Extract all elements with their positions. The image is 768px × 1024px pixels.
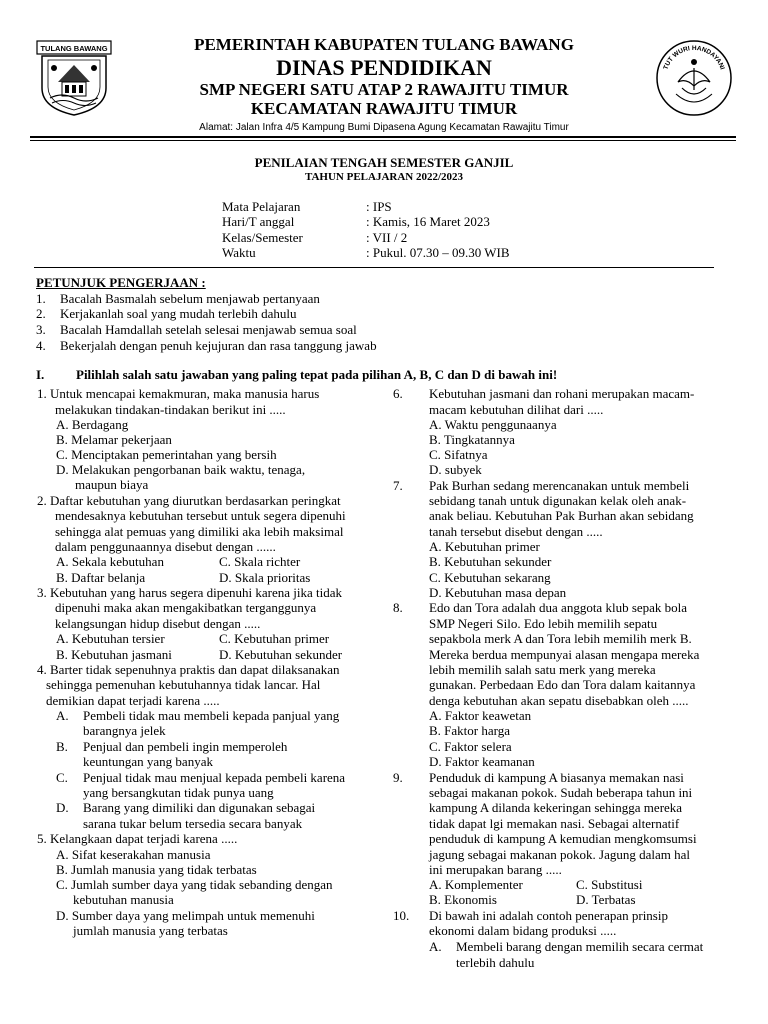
q4-option-b: Penjual dan pembeli ingin memperoleh — [83, 739, 288, 754]
q3-option-c: C. Kebutuhan primer — [219, 631, 330, 646]
q9-line4: tidak dapat lgi memakan nasi. Sebagai alternatif — [429, 816, 680, 831]
petunjuk-num-4: 4. — [36, 338, 46, 353]
q4-option-c-cont: yang bersangkutan tidak punya uang — [83, 785, 274, 800]
q5-option-d: D. Sumber daya yang melimpah untuk memenuhi — [56, 908, 315, 923]
q9-line6: jagung sebagai makanan pokok. Jagung dalam hal — [429, 847, 691, 862]
q8-option-a: A. Faktor keawetan — [429, 708, 532, 723]
q7-option-a: A. Kebutuhan primer — [429, 539, 540, 554]
section-number: I. — [36, 367, 45, 382]
info-mapel-label: Mata Pelajaran — [222, 199, 301, 214]
q4-option-a-cont: barangnya jelek — [83, 723, 166, 738]
q4-line3: demikian dapat terjadi karena ..... — [46, 693, 220, 708]
q4-line2: sehingga pemenuhan kebutuhannya tidak lancar. Hal — [46, 677, 321, 692]
q9-option-d: D. Terbatas — [576, 892, 636, 907]
q10-line1: Di bawah ini adalah contoh penerapan prinsip — [429, 908, 668, 923]
q5-option-b: B. Jumlah manusia yang tidak terbatas — [56, 862, 257, 877]
q4-option-b-cont: keuntungan yang banyak — [83, 754, 213, 769]
q5-option-a: A. Sifat keserakahan manusia — [56, 847, 211, 862]
q9-number: 9. — [393, 770, 403, 785]
q4-option-c-letter: C. — [56, 770, 68, 785]
q10-number: 10. — [393, 908, 410, 923]
q8-line6: gunakan. Perbedaan Edo dan Tora dalam kaitannya — [429, 677, 696, 692]
q1-option-c: C. Menciptakan pemerintahan yang bersih — [56, 447, 277, 462]
q8-line3: sepakbola merk A dan Tora lebih memilih merk B. — [429, 631, 692, 646]
header-school: SMP NEGERI SATU ATAP 2 RAWAJITU TIMUR — [199, 80, 569, 99]
q6-line1: Kebutuhan jasmani dan rohani merupakan macam- — [429, 386, 695, 401]
section-instruction: Pilihlah salah satu jawaban yang paling tepat pada pilihan A, B, C dan D di bawah ini! — [76, 367, 558, 382]
q8-line2: SMP Negeri Silo. Edo lebih memilih sepatu — [429, 616, 658, 631]
q9-option-a: A. Komplementer — [429, 877, 523, 892]
q4-option-a-letter: A. — [56, 708, 69, 723]
q1-option-a: A. Berdagang — [56, 417, 129, 432]
q5-option-c-cont: kebutuhan manusia — [73, 892, 174, 907]
header-government: PEMERINTAH KABUPATEN TULANG BAWANG — [194, 35, 574, 54]
petunjuk-num-2: 2. — [36, 306, 46, 321]
q8-line7: denga kebutuhan akan sepatu disebabkan oleh ..... — [429, 693, 689, 708]
svg-text:TULANG BAWANG: TULANG BAWANG — [40, 44, 108, 53]
info-waktu-value: : Pukul. 07.30 – 09.30 WIB — [366, 245, 510, 260]
header-divider-thick — [30, 136, 736, 138]
q2-option-b: B. Daftar belanja — [56, 570, 146, 585]
header-department: DINAS PENDIDIKAN — [276, 55, 492, 80]
q2-line3: sehingga alat pemuas yang dimiliki aka lebih maksimal — [55, 524, 344, 539]
q3-line3: kelangsungan hidup disebut dengan ..... — [55, 616, 261, 631]
q10-option-a-letter: A. — [429, 939, 442, 954]
info-hari-value: : Kamis, 16 Maret 2023 — [366, 214, 490, 229]
exam-title: PENILAIAN TENGAH SEMESTER GANJIL — [254, 155, 514, 170]
svg-text:TUT WURI HANDAYANI: TUT WURI HANDAYANI — [662, 44, 726, 71]
tut-wuri-handayani-logo — [654, 38, 734, 118]
q1-line1: 1. Untuk mencapai kemakmuran, maka manusia harus — [37, 386, 320, 401]
q10-option-a-cont: terlebih dahulu — [456, 955, 535, 970]
petunjuk-item-1: Bacalah Basmalah sebelum menjawab pertanyaan — [60, 291, 320, 306]
q10-line2: ekonomi dalam bidang produksi ..... — [429, 923, 617, 938]
petunjuk-item-2: Kerjakanlah soal yang mudah terlebih dahulu — [60, 306, 297, 321]
q7-line3: anak beliau. Kebutuhan Pak Burhan akan sebidang — [429, 508, 694, 523]
q5-option-c: C. Jumlah sumber daya yang tidak sebanding dengan — [56, 877, 333, 892]
q7-option-b: B. Kebutuhan sekunder — [429, 554, 552, 569]
info-kelas-label: Kelas/Semester — [222, 230, 303, 245]
info-hari-label: Hari/T anggal — [222, 214, 295, 229]
q8-number: 8. — [393, 600, 403, 615]
exam-year: TAHUN PELAJARAN 2022/2023 — [304, 171, 464, 183]
tulang-bawang-logo — [34, 38, 114, 118]
q8-line5: lebih memilih salah satu merk yang mereka — [429, 662, 656, 677]
q3-line1: 3. Kebutuhan yang harus segera dipenuhi karena jika tidak — [37, 585, 343, 600]
q9-line5: penduduk di kampung A kemudian mengkomsumsi — [429, 831, 697, 846]
q1-line2: melakukan tindakan-tindakan berikut ini ..... — [55, 402, 286, 417]
info-mapel-value: : IPS — [366, 199, 392, 214]
petunjuk-item-3: Bacalah Hamdallah setelah selesai menjawab semua soal — [60, 322, 357, 337]
q9-option-c: C. Substitusi — [576, 877, 643, 892]
q9-line2: sebagai makanan pokok. Sudah beberapa tahun ini — [429, 785, 693, 800]
q6-line2: macam kebutuhan dilihat dari ..... — [429, 402, 604, 417]
q10-option-a: Membeli barang dengan memilih secara cermat — [456, 939, 704, 954]
q2-option-d: D. Skala prioritas — [219, 570, 311, 585]
petunjuk-heading: PETUNJUK PENGERJAAN : — [36, 275, 206, 290]
q5-line1: 5. Kelangkaan dapat terjadi karena ..... — [37, 831, 238, 846]
q6-option-b: B. Tingkatannya — [429, 432, 515, 447]
petunjuk-num-3: 3. — [36, 322, 46, 337]
q4-option-d-cont: sarana tukar belum tersedia secara banyak — [83, 816, 303, 831]
q7-line4: tanah tersebut disebut dengan ..... — [429, 524, 603, 539]
q6-option-d: D. subyek — [429, 462, 482, 477]
q8-line1: Edo dan Tora adalah dua anggota klub sepak bola — [429, 600, 688, 615]
q9-line7: ini merupakan barang ..... — [429, 862, 562, 877]
q3-line2: dipenuhi maka akan mengakibatkan terganggunya — [55, 600, 317, 615]
q3-option-a: A. Kebutuhan tersier — [56, 631, 165, 646]
header-address: Alamat: Jalan Infra 4/5 Kampung Bumi Dipasena Agung Kecamatan Rawajitu Timur — [199, 122, 569, 133]
q6-option-c: C. Sifatnya — [429, 447, 488, 462]
q8-line4: Mereka berdua mempunyai alasan mengapa mereka — [429, 647, 700, 662]
q1-option-d: D. Melakukan pengorbanan baik waktu, tenaga, — [56, 462, 306, 477]
q9-option-b: B. Ekonomis — [429, 892, 497, 907]
q4-option-b-letter: B. — [56, 739, 68, 754]
q2-line1: 2. Daftar kebutuhan yang diurutkan berdasarkan peringkat — [37, 493, 341, 508]
q4-option-c: Penjual tidak mau menjual kepada pembeli karena — [83, 770, 346, 785]
info-divider — [34, 267, 714, 268]
q7-option-d: D. Kebutuhan masa depan — [429, 585, 567, 600]
q6-number: 6. — [393, 386, 403, 401]
q4-option-d-letter: D. — [56, 800, 69, 815]
q8-option-d: D. Faktor keamanan — [429, 754, 535, 769]
header-divider-thin — [30, 140, 736, 141]
q2-line4: dalam penggunaannya disebut dengan ...... — [55, 539, 276, 554]
q7-number: 7. — [393, 478, 403, 493]
q8-option-b: B. Faktor harga — [429, 723, 510, 738]
q6-option-a: A. Waktu penggunaanya — [429, 417, 557, 432]
q1-option-b: B. Melamar pekerjaan — [56, 432, 172, 447]
q2-line2: mendesaknya kebutuhan tersebut untuk segera dipenuhi — [55, 508, 346, 523]
q9-line1: Penduduk di kampung A biasanya memakan nasi — [429, 770, 684, 785]
q9-line3: kampung A dilanda kekeringan sehingga mereka — [429, 800, 683, 815]
q3-option-d: D. Kebutuhan sekunder — [219, 647, 343, 662]
q2-option-c: C. Skala richter — [219, 554, 301, 569]
q4-option-d: Barang yang dimiliki dan digunakan sebagai — [83, 800, 316, 815]
q7-line2: sebidang tanah untuk digunakan kelak oleh anak- — [429, 493, 687, 508]
q5-option-d-cont: jumlah manusia yang terbatas — [73, 923, 228, 938]
info-waktu-label: Waktu — [222, 245, 256, 260]
petunjuk-num-1: 1. — [36, 291, 46, 306]
q2-option-a: A. Sekala kebutuhan — [56, 554, 164, 569]
q4-option-a: Pembeli tidak mau membeli kepada panjual yang — [83, 708, 340, 723]
q4-line1: 4. Barter tidak sepenuhnya praktis dan dapat dilaksanakan — [37, 662, 340, 677]
q8-option-c: C. Faktor selera — [429, 739, 512, 754]
petunjuk-item-4: Bekerjalah dengan penuh kejujuran dan rasa tanggung jawab — [60, 338, 377, 353]
q1-option-d-cont: maupun biaya — [75, 477, 149, 492]
q3-option-b: B. Kebutuhan jasmani — [56, 647, 172, 662]
info-kelas-value: : VII / 2 — [366, 230, 408, 245]
q7-option-c: C. Kebutuhan sekarang — [429, 570, 551, 585]
header-district: KECAMATAN RAWAJITU TIMUR — [250, 99, 518, 118]
q7-line1: Pak Burhan sedang merencanakan untuk membeli — [429, 478, 690, 493]
